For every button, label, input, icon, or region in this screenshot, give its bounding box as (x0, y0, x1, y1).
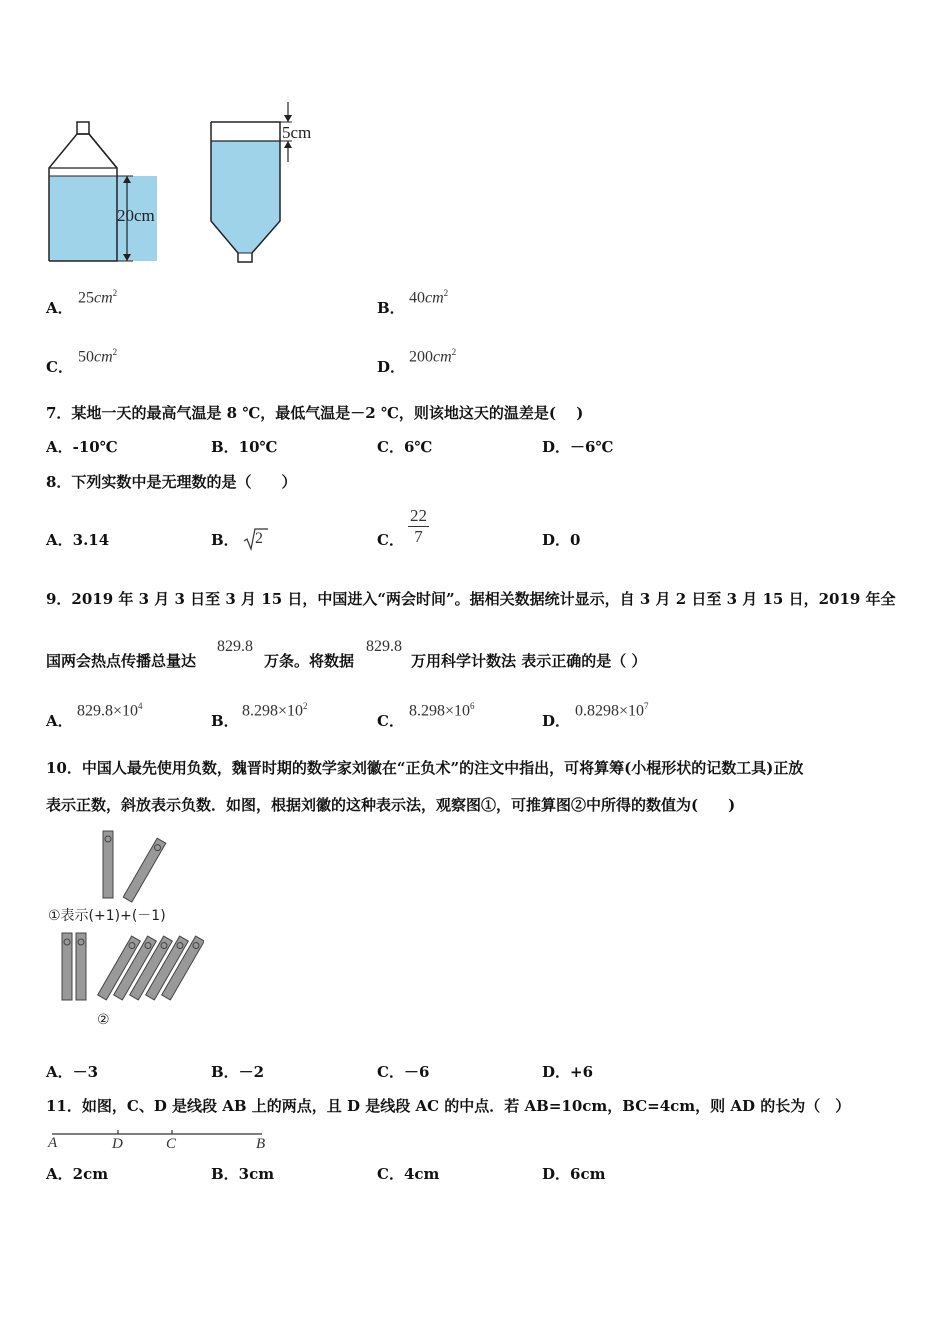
option-label: D． (377, 358, 406, 376)
option-label: A． (46, 299, 73, 317)
point-b-label: B (256, 1136, 266, 1152)
q6-option-c-value: $50cm^2$ (78, 347, 118, 366)
sqrt-radicand: 2 (255, 530, 263, 547)
q8-option-a[interactable] (46, 530, 109, 550)
container-figure (40, 96, 330, 271)
fraction-numerator: 22 (410, 506, 427, 525)
q11-option-b[interactable]: B．3cm (211, 1165, 275, 1183)
q10-stem-line2: 表示正数，斜放表示负数．如图，根据刘徽的这种表示法，观察图①，可推算图②中所得的数值为( ) (46, 796, 736, 814)
q7-option-a[interactable]: A．-10℃ (46, 438, 118, 456)
q8-option-c[interactable] (377, 530, 404, 550)
option-label: C． (377, 531, 404, 549)
q9-option-d-value: $0.8298\times 10^7$ (575, 701, 649, 720)
sqrt-two (243, 526, 269, 556)
q11-option-a[interactable]: A．2cm (46, 1165, 109, 1183)
q10-option-d[interactable]: D．+6 (542, 1063, 594, 1081)
q9-value-2: 829.8 (366, 638, 402, 655)
q11-option-c[interactable]: C．4cm (377, 1165, 440, 1183)
q8-option-b[interactable] (211, 530, 239, 550)
q6-option-c[interactable] (46, 357, 73, 377)
q9-option-a[interactable] (46, 711, 73, 731)
q8-option-d[interactable] (542, 530, 580, 550)
q9-option-c-value: $8.298\times 10^6$ (409, 701, 475, 720)
q9-stem-line2a: 国两会热点传播总量达 (46, 652, 197, 670)
line-segment-figure (46, 1126, 276, 1152)
q6-option-b[interactable] (377, 298, 405, 318)
fraction-22-over-7 (408, 506, 429, 547)
slanted-rod (123, 838, 166, 902)
q6-option-a-value: $25cm^2$ (78, 288, 118, 307)
q7-option-b[interactable]: B．10℃ (211, 438, 278, 456)
right-water (211, 141, 280, 253)
right-bottle (211, 102, 311, 262)
point-c-label: C (166, 1136, 177, 1152)
q9-stem-line2b: 万条。将数据 (264, 652, 355, 670)
option-label: B． (377, 299, 405, 317)
q10-option-a[interactable]: A．－3 (46, 1063, 99, 1081)
option-value: 0 (570, 531, 581, 549)
q9-option-a-value: $829.8\times 10^4$ (77, 701, 143, 720)
q8-stem: 8．下列实数中是无理数的是（ ） (46, 473, 297, 491)
point-d-label: D (112, 1136, 123, 1152)
q11-stem: 11．如图，C、D 是线段 AB 上的两点，且 D 是线段 AC 的中点．若 AB=10cm，BC=4cm，则 AD 的长为（ ） (46, 1097, 851, 1115)
q9-option-b[interactable] (211, 711, 239, 731)
q9-value-1: 829.8 (217, 638, 253, 655)
option-label: C． (46, 358, 73, 376)
q6-option-d[interactable] (377, 357, 405, 377)
q6-option-b-value: $40cm^2$ (409, 288, 449, 307)
upright-rod (76, 933, 86, 1000)
figure-2-caption: ② (97, 1012, 110, 1028)
q9-option-d[interactable] (542, 711, 570, 731)
option-label: C． (377, 712, 404, 730)
q9-stem-line1: 9．2019 年 3 月 3 日至 3 月 15 日，中国进入“两会时间”。据相关数据统计显示，自 3 月 2 日至 3 月 15 日，2019 年全 (46, 590, 896, 608)
q9-option-c[interactable] (377, 711, 404, 731)
right-height-label: 5cm (282, 123, 312, 142)
option-label: D． (542, 712, 571, 730)
q7-option-c[interactable]: C．6℃ (377, 438, 433, 456)
q7-stem: 7．某地一天的最高气温是 8 ℃，最低气温是－2 ℃，则该地这天的温差是( ) (46, 404, 584, 422)
left-height-label: 20cm (117, 206, 155, 225)
option-label: B． (211, 531, 239, 549)
left-bottle (49, 122, 157, 261)
upright-rod (103, 831, 113, 898)
q9-option-b-value: $8.298\times 10^2$ (242, 701, 308, 720)
option-label: A． (46, 712, 73, 730)
q10-option-c[interactable]: C．－6 (377, 1063, 430, 1081)
q9-stem-line2c: 万用科学计数法 表示正确的是（ ） (411, 652, 647, 670)
q10-stem-line1: 10．中国人最先使用负数，魏晋时期的数学家刘徽在“正负术”的注文中指出，可将算筹(小棍形状的记数工具)正放 (46, 759, 804, 777)
q6-option-d-value: $200cm^2$ (409, 347, 457, 366)
q11-option-d[interactable]: D．6cm (542, 1165, 606, 1183)
q7-option-d[interactable]: D．－6℃ (542, 438, 614, 456)
point-a-label: A (48, 1135, 58, 1151)
fraction-denominator: 7 (414, 527, 423, 546)
upright-rod (62, 933, 72, 1000)
option-label: D． (542, 531, 571, 549)
counting-rods-figure (44, 826, 204, 1036)
figure-1-caption: ①表示(+1)+(－1) (48, 908, 166, 924)
q6-option-a[interactable] (46, 298, 73, 318)
option-label: A． (46, 531, 73, 549)
q10-option-b[interactable]: B．－2 (211, 1063, 265, 1081)
option-value: 3.14 (72, 531, 110, 549)
option-label: B． (211, 712, 239, 730)
